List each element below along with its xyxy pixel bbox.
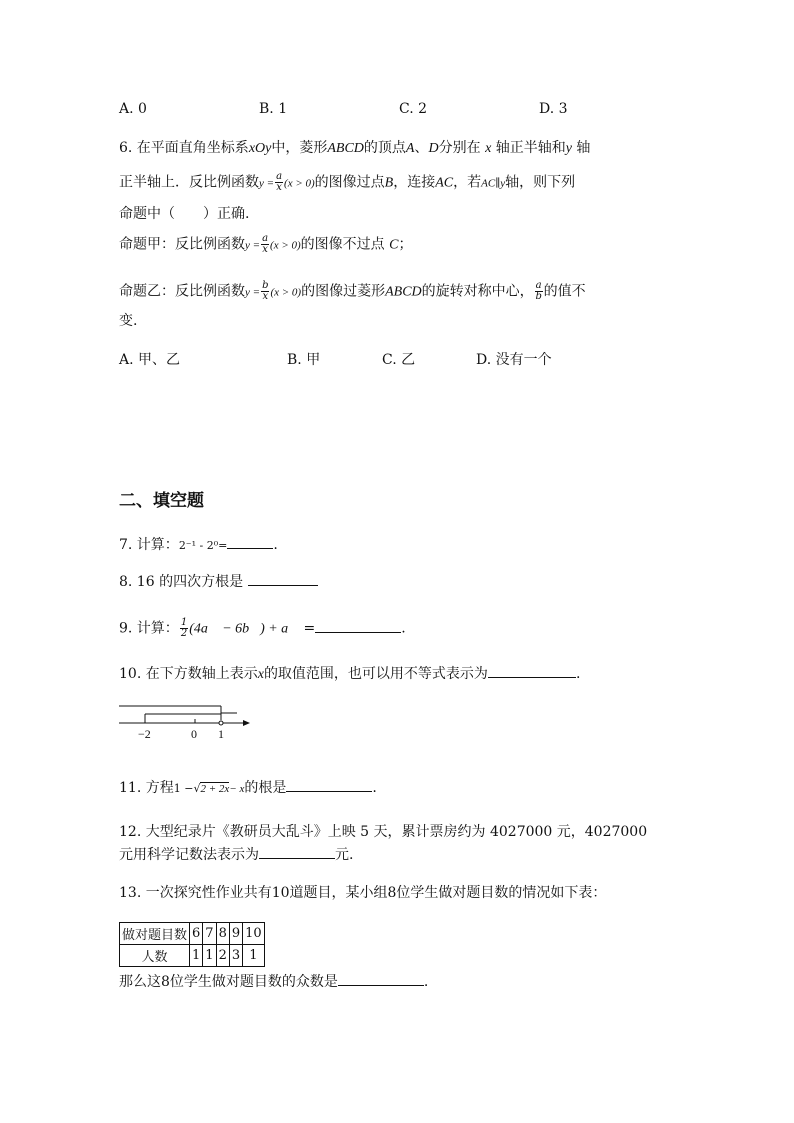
math-y-eq: y =	[245, 286, 261, 299]
math-y: y	[500, 177, 506, 190]
q6-text: ，连接	[393, 174, 436, 191]
fraction-a-over-x	[261, 234, 269, 255]
q6-text: ，若	[453, 174, 482, 191]
table-cell: 6	[190, 923, 203, 945]
q13-end: .	[423, 974, 429, 990]
q10-text: 10. 在下方数轴上表示	[119, 666, 258, 682]
answer-blank[interactable]	[488, 665, 576, 678]
frac-den: x	[276, 182, 282, 193]
q6-text: 的顶点	[363, 140, 406, 156]
frac-num: b	[262, 280, 269, 291]
math-condition: (x > 0)	[270, 286, 302, 299]
q9-equals: =	[303, 620, 316, 637]
q6-text: 的图像过点	[314, 174, 385, 191]
sqrt-icon: √	[193, 782, 201, 795]
frac-num: 1	[180, 617, 188, 628]
q12-line-1: 12. 大型纪录片《教研员大乱斗》上映 5 天，累计票房约为 4027000 元，4027000	[119, 824, 648, 840]
open-endpoint	[219, 721, 223, 725]
q11-label: 11. 方程	[119, 780, 174, 796]
q8-text: 8. 16 的四次方根是	[119, 574, 244, 590]
q6-text: 正半轴上．反比例函数	[119, 174, 259, 191]
table-row	[120, 923, 265, 945]
frac-num: a	[276, 171, 283, 182]
q6-option-a: A. 甲、乙	[119, 352, 181, 368]
math-y-eq: y =	[245, 239, 261, 252]
q5-option-c: C. 2	[399, 101, 428, 117]
q6-text: ；	[398, 236, 413, 253]
q13-after-text: 那么这8位学生做对题目数的众数是	[119, 974, 338, 990]
math-condition: (x > 0)	[270, 239, 301, 252]
tick-label: 1	[218, 727, 224, 741]
q10	[119, 664, 580, 685]
table-row	[120, 945, 265, 967]
table-cell: 3	[229, 945, 242, 967]
q6-line-2	[119, 172, 575, 194]
q9-vector-expression: (4a⃗ − 6b⃗) + a⃗	[189, 621, 300, 637]
q12-text: 元用科学记数法表示为	[119, 847, 259, 863]
math-abcd: ABCD	[327, 141, 364, 156]
math-x: x	[257, 667, 264, 682]
table-cell: 7	[203, 923, 216, 945]
fraction-a-over-b	[535, 281, 543, 302]
math-a: A	[405, 141, 415, 156]
q5-option-d: D. 3	[539, 101, 568, 117]
table-cell: 8	[216, 923, 229, 945]
score-table	[119, 922, 265, 967]
q6-text: 6. 在平面直角坐标系	[119, 140, 249, 156]
q6-text: 的值不	[543, 283, 586, 300]
math-y: y	[565, 141, 572, 156]
table-cell: 1	[243, 945, 265, 967]
q9-label: 9. 计算：	[119, 620, 179, 637]
q5-option-b: B. 1	[259, 101, 288, 117]
math-minus-x: − x	[229, 783, 245, 795]
q11	[119, 778, 377, 799]
table-cell: 1	[190, 945, 203, 967]
math-ac: AC	[435, 175, 454, 191]
q10-end: .	[575, 666, 581, 682]
q6-option-c: C. 乙	[382, 352, 416, 368]
q13-after	[119, 972, 428, 992]
tick-label: −2	[138, 727, 151, 741]
q6-text: 的旋转对称中心，	[421, 283, 534, 300]
table-cell: 1	[203, 945, 216, 967]
table-row-label: 人数	[120, 945, 190, 967]
q7-expression: 2⁻¹ - 2⁰=	[178, 539, 228, 552]
frac-den: x	[262, 291, 269, 302]
math-one-minus: 1 −	[173, 782, 194, 795]
tick-label: 0	[191, 727, 197, 741]
table-cell: 10	[243, 923, 265, 945]
q8	[119, 572, 318, 592]
answer-blank[interactable]	[286, 779, 372, 792]
answer-blank[interactable]	[259, 846, 335, 859]
frac-den: b	[535, 291, 542, 302]
math-x: x	[485, 141, 492, 156]
math-xoy: xOy	[248, 141, 272, 156]
frac-num: a	[262, 233, 269, 244]
q6-option-d: D. 没有一个	[476, 352, 552, 368]
fraction-a-over-x	[275, 172, 283, 193]
section-title: 二、填空题	[119, 491, 204, 511]
q11-end: .	[372, 780, 377, 796]
math-d: D	[428, 141, 439, 156]
q6-text: 分别在	[438, 140, 481, 156]
table-cell: 2	[216, 945, 229, 967]
frac-num: a	[535, 280, 542, 291]
q6-text: 轴正半轴和	[495, 140, 566, 156]
q6-text: 命题乙：反比例函数	[119, 283, 245, 300]
math-c-point: C	[389, 237, 399, 253]
q6-proposition-a	[119, 234, 412, 256]
parallel-symbol: ∥	[495, 176, 501, 190]
q13-text: 13. 一次探究性作业共有10道题目，某小组8位学生做对题目数的情况如下表：	[119, 885, 607, 901]
q6-text: 的图像过菱形	[301, 283, 386, 300]
q6-text: 、	[414, 140, 429, 156]
number-line	[117, 700, 252, 742]
frac-den: x	[262, 244, 268, 255]
frac-den: 2	[180, 628, 188, 639]
q6-text: 轴，则下列	[505, 174, 576, 191]
q6-text: 中，菱形	[271, 140, 328, 156]
table-cell: 9	[229, 923, 242, 945]
math-ac: AC	[481, 177, 496, 190]
answer-blank[interactable]	[338, 973, 424, 986]
math-abcd: ABCD	[385, 284, 422, 300]
math-b-point: B	[384, 175, 394, 191]
q6-text: 轴	[576, 140, 591, 156]
q12-text: 元.	[335, 847, 354, 863]
fraction-b-over-x	[261, 281, 269, 302]
math-radicand: 2 + 2x	[200, 783, 230, 795]
q9-end: .	[401, 620, 406, 637]
q7-label: 7. 计算：	[119, 537, 179, 553]
fraction-one-half	[180, 618, 188, 639]
q7-end: .	[273, 537, 278, 553]
answer-blank[interactable]	[248, 573, 318, 586]
answer-blank[interactable]	[315, 620, 401, 633]
answer-blank[interactable]	[227, 536, 273, 549]
q6-line-3: 命题中（ ）正确.	[119, 206, 250, 222]
q7	[119, 535, 278, 556]
q11-text: 的根是	[244, 780, 287, 796]
q6-text: 命题甲：反比例函数	[119, 236, 245, 253]
q9	[119, 618, 406, 640]
math-y-eq: y =	[259, 177, 275, 190]
q6-text: 的图像不过点	[300, 236, 385, 253]
q5-option-a: A. 0	[119, 101, 147, 117]
math-condition: (x > 0)	[284, 177, 315, 190]
table-header-label: 做对题目数	[120, 923, 190, 945]
q6-option-b: B. 甲	[287, 352, 321, 368]
q10-text: 的取值范围，也可以用不等式表示为	[263, 666, 488, 682]
q12-line-2	[119, 845, 353, 865]
arrow-right-icon	[243, 720, 250, 726]
q6-proposition-b-end: 变.	[119, 313, 138, 329]
q6-proposition-b	[119, 281, 586, 303]
q6-line-1	[119, 138, 590, 159]
